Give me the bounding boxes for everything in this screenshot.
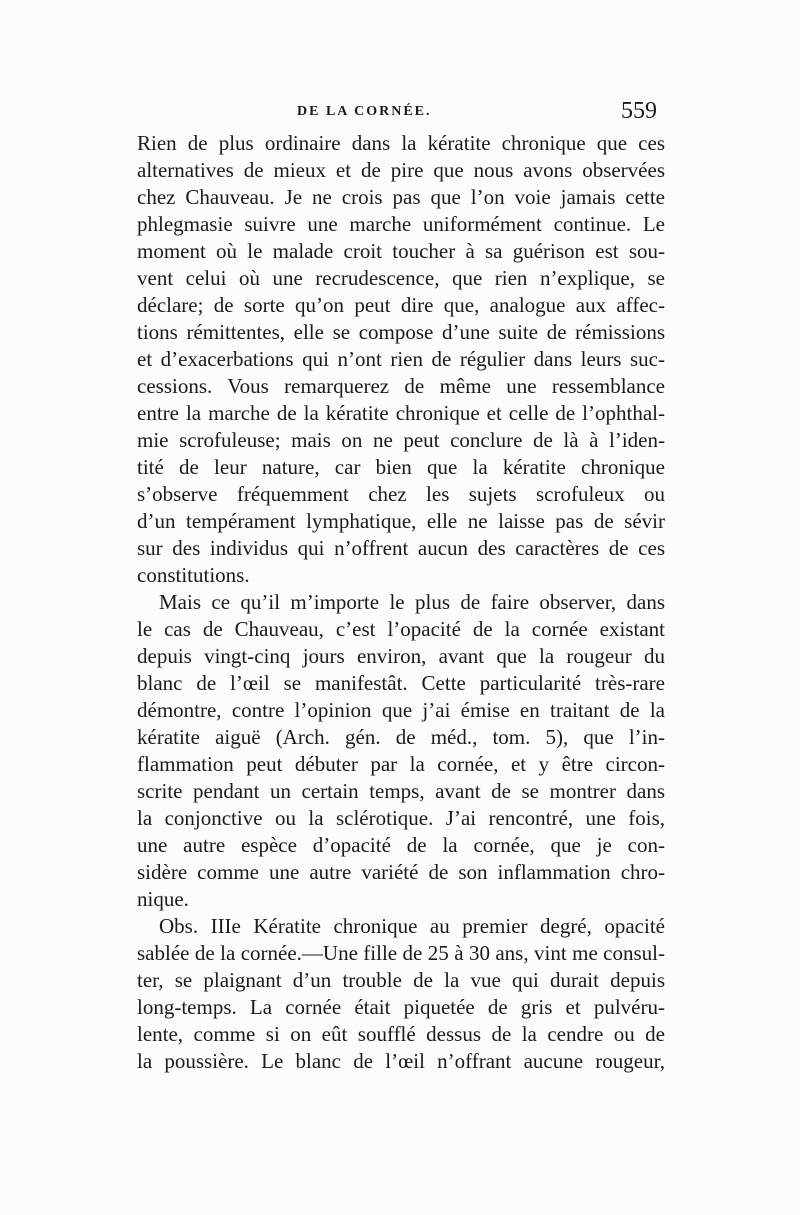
text-line: sablée de la cornée.—Une fille de 25 à 30 ans, vint me consul- (137, 941, 665, 965)
text-line: cessions. Vous remarquerez de même une ressemblance (137, 374, 665, 398)
text-line: démontre, contre l’opinion que j’ai émise en traitant de la (137, 698, 665, 722)
running-title: DE LA CORNÉE. (297, 104, 432, 119)
text-line: chez Chauveau. Je ne crois pas que l’on voie jamais cette (137, 185, 665, 209)
text-line: une autre espèce d’opacité de la cornée, que je con- (137, 833, 665, 857)
text-line: entre la marche de la kératite chronique et celle de l’ophthal- (137, 401, 665, 425)
text-line: déclare; de sorte qu’on peut dire que, analogue aux affec- (137, 293, 665, 317)
text-line: d’un tempérament lymphatique, elle ne laisse pas de sévir (137, 509, 665, 533)
text-line: nique. (137, 887, 189, 911)
text-line: sidère comme une autre variété de son inflammation chro- (137, 860, 665, 884)
text-line: ter, se plaignant d’un trouble de la vue qui durait depuis (137, 968, 665, 992)
text-line: Rien de plus ordinaire dans la kératite chronique que ces (137, 131, 665, 155)
text-line: kératite aiguë (Arch. gén. de méd., tom. 5), que l’in- (137, 725, 665, 749)
text-line: Obs. IIIe Kératite chronique au premier degré, opacité (159, 914, 665, 938)
text-line: depuis vingt-cinq jours environ, avant que la rougeur du (137, 644, 665, 668)
text-line: long-temps. La cornée était piquetée de gris et pulvéru- (137, 995, 665, 1019)
page-number: 559 (621, 98, 657, 124)
text-line: mie scrofuleuse; mais on ne peut conclure de là à l’iden- (137, 428, 665, 452)
text-line: Mais ce qu’il m’importe le plus de faire observer, dans (159, 590, 665, 614)
text-line: tions rémittentes, elle se compose d’une suite de rémissions (137, 320, 665, 344)
running-head (137, 100, 665, 130)
body-text (137, 130, 665, 1075)
text-line: la conjonctive ou la sclérotique. J’ai rencontré, une fois, (137, 806, 665, 830)
text-line: flammation peut débuter par la cornée, et y être circon- (137, 752, 665, 776)
text-line: lente, comme si on eût soufflé dessus de la cendre ou de (137, 1022, 665, 1046)
text-line: phlegmasie suivre une marche uniformément continue. Le (137, 212, 665, 236)
text-line: vent celui où une recrudescence, que rien n’explique, se (137, 266, 665, 290)
text-line: constitutions. (137, 563, 250, 587)
text-line: blanc de l’œil se manifestât. Cette particularité très-rare (137, 671, 665, 695)
text-line: le cas de Chauveau, c’est l’opacité de la cornée existant (137, 617, 665, 641)
text-line: moment où le malade croit toucher à sa guérison est sou- (137, 239, 665, 263)
text-line: la poussière. Le blanc de l’œil n’offrant aucune rougeur, (137, 1049, 665, 1073)
text-line: s’observe fréquemment chez les sujets scrofuleux ou (137, 482, 665, 506)
text-line: alternatives de mieux et de pire que nous avons observées (137, 158, 665, 182)
text-line: et d’exacerbations qui n’ont rien de régulier dans leurs suc- (137, 347, 665, 371)
text-line: sur des individus qui n’offrent aucun des caractères de ces (137, 536, 665, 560)
text-line: tité de leur nature, car bien que la kératite chronique (137, 455, 665, 479)
text-line: scrite pendant un certain temps, avant de se montrer dans (137, 779, 665, 803)
